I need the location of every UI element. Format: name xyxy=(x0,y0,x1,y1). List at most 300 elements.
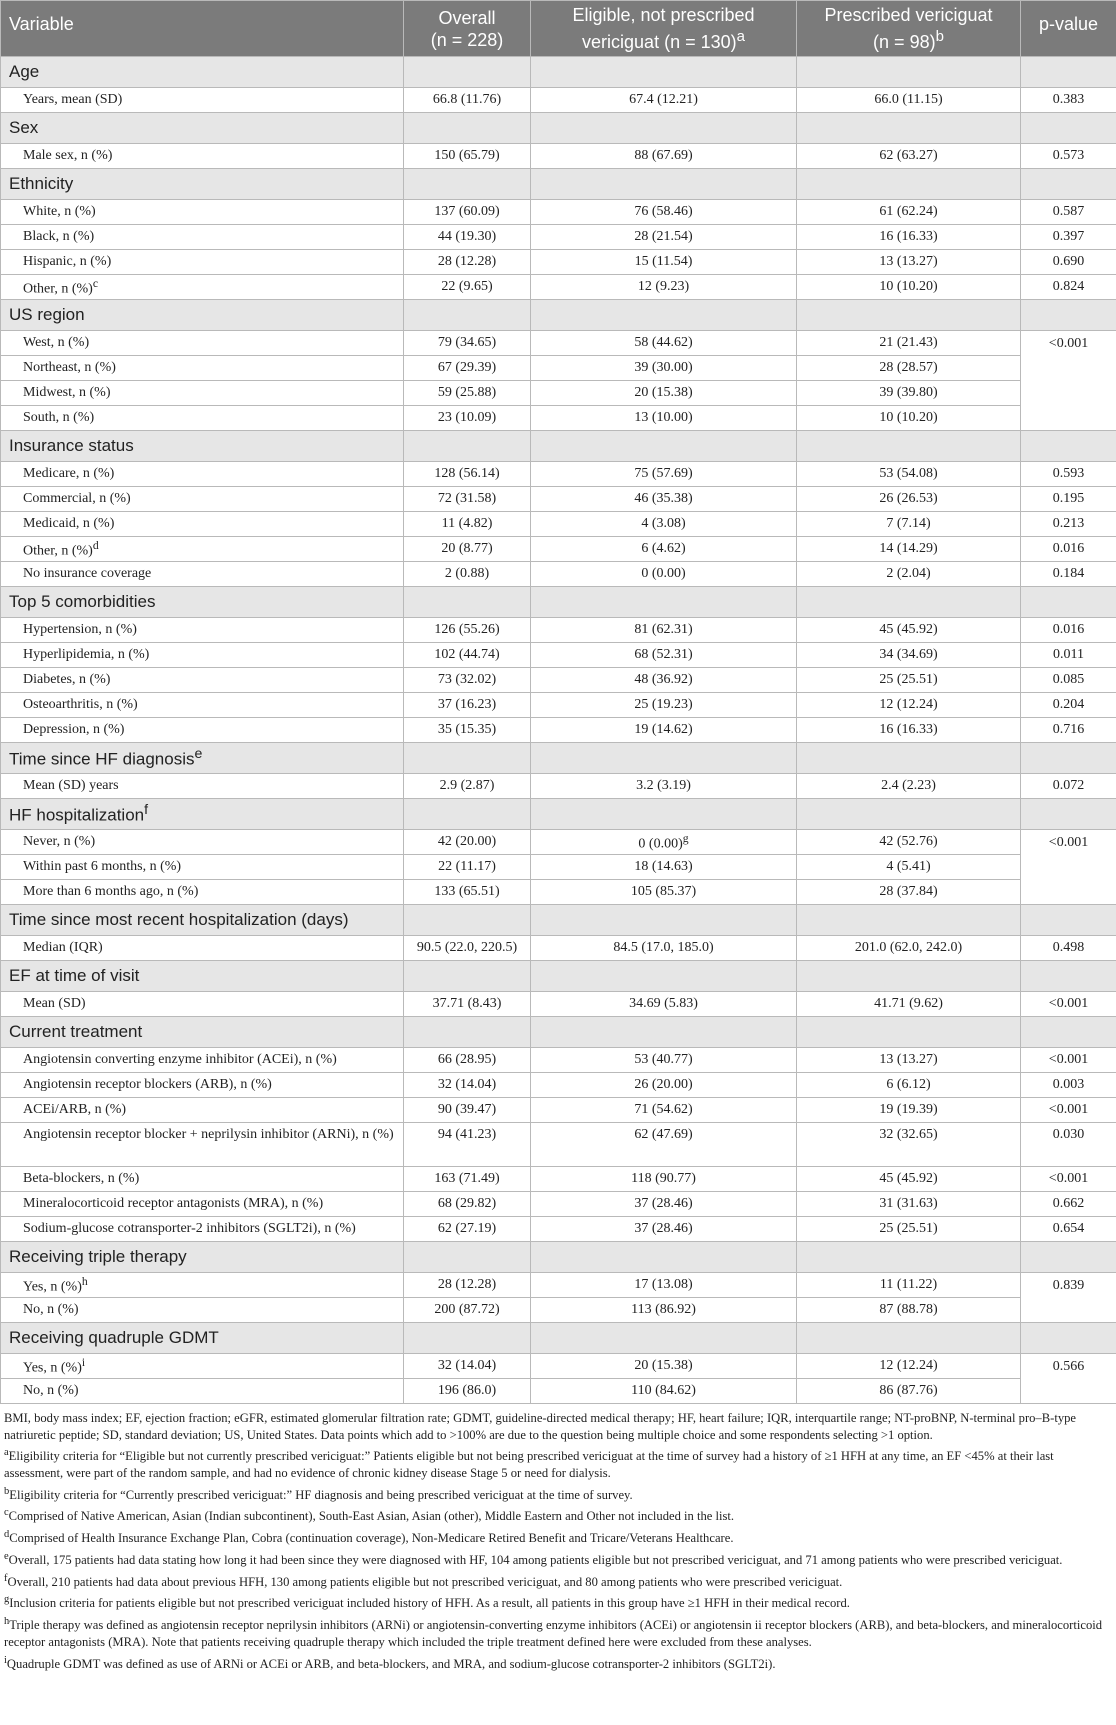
section-empty-cell xyxy=(531,905,797,936)
row-label xyxy=(1,512,404,537)
table-row xyxy=(1,1298,1116,1323)
cell-overall-value: 35 (15.35) xyxy=(437,722,497,737)
section-empty-cell xyxy=(797,1017,1021,1048)
row-label-text: Midwest, n (%) xyxy=(23,385,111,400)
header-pvalue: p-value xyxy=(1021,1,1116,57)
cell-overall-value: 66 (28.95) xyxy=(437,1052,497,1067)
cell-pvalue: <0.001 xyxy=(1021,1048,1116,1073)
row-label-text: No, n (%) xyxy=(23,1302,79,1317)
cell-eligible xyxy=(531,1298,797,1323)
cell-overall xyxy=(404,1167,531,1192)
header-eligible xyxy=(531,1,797,57)
cell-pvalue: 0.016 xyxy=(1021,618,1116,643)
row-label xyxy=(1,144,404,169)
header-eligible-line1: Eligible, not prescribed xyxy=(572,5,755,25)
cell-overall-value: 42 (20.00) xyxy=(437,834,497,849)
cell-overall xyxy=(404,718,531,743)
table-footnotes xyxy=(0,1404,1116,1672)
section-empty-cell xyxy=(531,961,797,992)
row-label-text: Yes, n (%) xyxy=(23,1279,82,1295)
cell-prescribed xyxy=(797,1048,1021,1073)
cell-prescribed xyxy=(797,225,1021,250)
cell-overall xyxy=(404,1217,531,1242)
row-label-text: Mean (SD) xyxy=(23,996,86,1011)
cell-overall-value: 23 (10.09) xyxy=(437,410,497,425)
section-title-text: Top 5 comorbidities xyxy=(9,592,156,611)
cell-prescribed xyxy=(797,200,1021,225)
row-label-footnote: d xyxy=(92,539,99,553)
cell-prescribed-value: 14 (14.29) xyxy=(879,541,938,556)
cell-eligible-value: 46 (35.38) xyxy=(634,491,693,506)
header-row xyxy=(1,1,1116,57)
section-header-row xyxy=(1,1242,1116,1273)
footnote-marker: b xyxy=(4,1485,10,1497)
cell-pvalue: 0.716 xyxy=(1021,718,1116,743)
cell-eligible xyxy=(531,693,797,718)
table-row xyxy=(1,356,1116,381)
header-prescribed-sup: b xyxy=(935,28,944,45)
section-empty-cell xyxy=(531,799,797,830)
table-row xyxy=(1,668,1116,693)
section-title-text: Time since HF diagnosis xyxy=(9,749,195,769)
cell-eligible xyxy=(531,1123,797,1167)
row-label xyxy=(1,1073,404,1098)
cell-overall-value: 163 (71.49) xyxy=(434,1171,500,1186)
section-title xyxy=(1,1242,404,1273)
cell-prescribed xyxy=(797,1298,1021,1323)
cell-eligible xyxy=(531,668,797,693)
cell-eligible-value: 3.2 (3.19) xyxy=(636,778,691,793)
table-row xyxy=(1,200,1116,225)
cell-eligible xyxy=(531,250,797,275)
section-title-text: EF at time of visit xyxy=(9,966,140,985)
section-empty-cell xyxy=(404,743,531,774)
cell-overall xyxy=(404,668,531,693)
cell-overall-value: 94 (41.23) xyxy=(437,1127,497,1142)
row-label-text: No insurance coverage xyxy=(23,566,152,581)
cell-eligible xyxy=(531,331,797,356)
table-row xyxy=(1,1167,1116,1192)
footnote-text: BMI, body mass index; EF, ejection fraction; eGFR, estimated glomerular filtration rate; GDMT, guideline-directed medical therapy; HF, heart failure; IQR, interquartile range; NT-proBNP, N-terminal pro–B-type natriuretic peptide; SD, standard deviation; US, United States. Data points which add to >100% are due to the question being multiple choice and some respondents selecting >1 option. xyxy=(4,1411,1077,1442)
cell-prescribed-value: 45 (45.92) xyxy=(879,1171,938,1186)
cell-prescribed-value: 21 (21.43) xyxy=(879,335,938,350)
row-label-text: Angiotensin receptor blockers (ARB), n (%) xyxy=(23,1077,272,1092)
section-empty-cell xyxy=(797,961,1021,992)
row-label xyxy=(1,1354,404,1379)
cell-eligible-value: 12 (9.23) xyxy=(637,279,690,294)
cell-prescribed xyxy=(797,88,1021,113)
section-title-text: Insurance status xyxy=(9,436,134,455)
cell-prescribed-value: 53 (54.08) xyxy=(879,466,938,481)
section-title xyxy=(1,57,404,88)
table-row xyxy=(1,225,1116,250)
cell-overall-value: 90.5 (22.0, 220.5) xyxy=(416,940,518,955)
cell-eligible-value: 68 (52.31) xyxy=(634,647,693,662)
row-label-text: Sodium-glucose cotransporter-2 inhibitors (SGLT2i), n (%) xyxy=(23,1221,356,1236)
cell-prescribed-value: 4 (5.41) xyxy=(886,859,931,874)
cell-overall-value: 28 (12.28) xyxy=(437,1277,497,1292)
section-title-text: Sex xyxy=(9,118,39,137)
section-title xyxy=(1,431,404,462)
cell-prescribed xyxy=(797,275,1021,300)
section-empty-cell xyxy=(1021,905,1116,936)
table-row xyxy=(1,1379,1116,1404)
section-title xyxy=(1,961,404,992)
cell-pvalue: 0.566 xyxy=(1021,1354,1116,1404)
row-label xyxy=(1,406,404,431)
table-row xyxy=(1,331,1116,356)
table-row xyxy=(1,381,1116,406)
cell-overall xyxy=(404,992,531,1017)
cell-eligible xyxy=(531,1098,797,1123)
header-variable: Variable xyxy=(1,1,404,57)
section-empty-cell xyxy=(404,113,531,144)
section-empty-cell xyxy=(797,1323,1021,1354)
cell-overall-value: 2 (0.88) xyxy=(444,566,490,581)
section-empty-cell xyxy=(1021,743,1116,774)
section-title-text: Current treatment xyxy=(9,1022,143,1041)
row-label xyxy=(1,462,404,487)
section-title-footnote: e xyxy=(194,746,203,763)
section-header-row xyxy=(1,799,1116,830)
cell-prescribed-value: 7 (7.14) xyxy=(886,516,931,531)
header-overall xyxy=(404,1,531,57)
cell-pvalue: 0.030 xyxy=(1021,1123,1116,1167)
cell-eligible xyxy=(531,200,797,225)
header-overall-line1: Overall xyxy=(438,7,496,28)
cell-overall xyxy=(404,1192,531,1217)
section-header-row xyxy=(1,113,1116,144)
cell-eligible-value: 53 (40.77) xyxy=(634,1052,693,1067)
cell-eligible xyxy=(531,1192,797,1217)
section-empty-cell xyxy=(404,587,531,618)
footnote-marker: f xyxy=(4,1572,8,1584)
cell-prescribed-value: 2 (2.04) xyxy=(886,566,931,581)
section-title-text: Time since most recent hospitalization (days) xyxy=(9,910,349,929)
cell-prescribed-value: 86 (87.76) xyxy=(879,1383,938,1398)
cell-prescribed-value: 62 (63.27) xyxy=(879,148,938,163)
cell-pvalue: 0.662 xyxy=(1021,1192,1116,1217)
section-empty-cell xyxy=(1021,169,1116,200)
section-header-row xyxy=(1,961,1116,992)
cell-overall xyxy=(404,880,531,905)
row-label xyxy=(1,381,404,406)
footnote xyxy=(4,1653,1112,1673)
footnote-marker: i xyxy=(4,1654,7,1666)
cell-overall-value: 37 (16.23) xyxy=(437,697,497,712)
cell-eligible-value: 18 (14.63) xyxy=(634,859,693,874)
section-empty-cell xyxy=(531,1017,797,1048)
cell-eligible-value: 118 (90.77) xyxy=(631,1171,696,1186)
cell-overall-value: 66.8 (11.76) xyxy=(432,92,502,107)
cell-overall-value: 90 (39.47) xyxy=(437,1102,497,1117)
cell-eligible xyxy=(531,356,797,381)
cell-prescribed-value: 10 (10.20) xyxy=(879,279,938,294)
row-label xyxy=(1,88,404,113)
row-label xyxy=(1,830,404,855)
row-label xyxy=(1,1048,404,1073)
cell-prescribed xyxy=(797,668,1021,693)
cell-prescribed xyxy=(797,1098,1021,1123)
section-title xyxy=(1,113,404,144)
row-label xyxy=(1,537,404,562)
header-overall-line2: (n = 228) xyxy=(430,29,504,50)
section-empty-cell xyxy=(531,587,797,618)
section-header-row xyxy=(1,743,1116,774)
section-empty-cell xyxy=(797,587,1021,618)
cell-prescribed-value: 16 (16.33) xyxy=(879,722,938,737)
row-label xyxy=(1,200,404,225)
section-title xyxy=(1,743,404,774)
cell-pvalue: 0.690 xyxy=(1021,250,1116,275)
section-empty-cell xyxy=(797,300,1021,331)
cell-overall-value: 128 (56.14) xyxy=(434,466,500,481)
cell-prescribed xyxy=(797,855,1021,880)
cell-overall-value: 137 (60.09) xyxy=(434,204,500,219)
row-label-text: Medicare, n (%) xyxy=(23,466,115,481)
row-label xyxy=(1,936,404,961)
footnote-text: Comprised of Native American, Asian (Indian subcontinent), South-East Asian, Asian (other), Middle Eastern and Other not included in the list. xyxy=(8,1509,735,1524)
cell-eligible-value: 15 (11.54) xyxy=(634,254,693,269)
row-label xyxy=(1,562,404,587)
header-prescribed xyxy=(797,1,1021,57)
cell-prescribed-value: 201.0 (62.0, 242.0) xyxy=(854,940,963,955)
cell-overall xyxy=(404,562,531,587)
section-title-text: Age xyxy=(9,62,40,81)
cell-eligible xyxy=(531,275,797,300)
table-row xyxy=(1,618,1116,643)
row-label xyxy=(1,1379,404,1404)
row-label xyxy=(1,356,404,381)
cell-eligible xyxy=(531,144,797,169)
table-row xyxy=(1,1123,1116,1167)
cell-eligible xyxy=(531,618,797,643)
row-label xyxy=(1,1123,404,1167)
cell-eligible-value: 81 (62.31) xyxy=(634,622,693,637)
table-row xyxy=(1,1098,1116,1123)
section-empty-cell xyxy=(404,799,531,830)
cell-prescribed xyxy=(797,718,1021,743)
cell-eligible-value: 37 (28.46) xyxy=(634,1196,693,1211)
footnote-text: Overall, 210 patients had data about previous HFH, 130 among patients eligible but not prescribed vericiguat, and 80 among patients who were prescribed vericiguat. xyxy=(7,1574,843,1589)
table-row xyxy=(1,936,1116,961)
row-label-text: Never, n (%) xyxy=(23,834,96,849)
footnote xyxy=(4,1527,1112,1547)
cell-prescribed xyxy=(797,462,1021,487)
section-title-text: Receiving quadruple GDMT xyxy=(9,1328,219,1347)
cell-overall-value: 11 (4.82) xyxy=(441,516,493,531)
section-header-row xyxy=(1,905,1116,936)
section-empty-cell xyxy=(531,300,797,331)
row-label xyxy=(1,331,404,356)
row-label xyxy=(1,774,404,799)
cell-overall xyxy=(404,830,531,855)
cell-overall xyxy=(404,1354,531,1379)
cell-prescribed-value: 26 (26.53) xyxy=(879,491,938,506)
cell-pvalue: <0.001 xyxy=(1021,830,1116,905)
cell-eligible xyxy=(531,643,797,668)
section-empty-cell xyxy=(1021,961,1116,992)
cell-eligible xyxy=(531,936,797,961)
cell-overall xyxy=(404,250,531,275)
cell-eligible xyxy=(531,1217,797,1242)
cell-eligible-value: 75 (57.69) xyxy=(634,466,693,481)
cell-prescribed-value: 66.0 (11.15) xyxy=(874,92,943,107)
cell-prescribed-value: 2.4 (2.23) xyxy=(881,778,936,793)
footnote-text: Eligibility criteria for “Eligible but not currently prescribed vericiguat:” Patients eligible but not being prescribed vericiguat at the time of survey had a history of ≥1 HFH at any time, an EF <45% at their last assessment, were part of the random sample, and had no evidence of chronic kidney disease Stage 5 or need for dialysis. xyxy=(4,1449,1054,1480)
section-empty-cell xyxy=(531,743,797,774)
cell-pvalue: 0.593 xyxy=(1021,462,1116,487)
cell-eligible-value: 67.4 (12.21) xyxy=(629,92,698,107)
cell-pvalue: 0.003 xyxy=(1021,1073,1116,1098)
cell-overall xyxy=(404,200,531,225)
cell-overall-value: 22 (11.17) xyxy=(438,859,496,874)
footnote-marker: a xyxy=(4,1447,9,1459)
cell-eligible xyxy=(531,562,797,587)
cell-eligible xyxy=(531,88,797,113)
table-row xyxy=(1,462,1116,487)
section-empty-cell xyxy=(1021,113,1116,144)
cell-prescribed-value: 12 (12.24) xyxy=(879,697,938,712)
cell-overall-value: 126 (55.26) xyxy=(434,622,500,637)
row-label xyxy=(1,1217,404,1242)
row-label-footnote: c xyxy=(92,277,98,291)
row-label-text: No, n (%) xyxy=(23,1383,79,1398)
cell-pvalue: 0.184 xyxy=(1021,562,1116,587)
section-empty-cell xyxy=(531,169,797,200)
cell-overall xyxy=(404,144,531,169)
cell-overall xyxy=(404,356,531,381)
cell-eligible xyxy=(531,774,797,799)
cell-overall-value: 32 (14.04) xyxy=(437,1077,497,1092)
footnote-text: Quadruple GDMT was defined as use of ARNi or ACEi or ARB, and beta-blockers, and MRA, and sodium-glucose cotransporter-2 inhibitors (SGLT2i). xyxy=(6,1656,776,1671)
cell-pvalue: <0.001 xyxy=(1021,992,1116,1017)
cell-overall-value: 44 (19.30) xyxy=(437,229,497,244)
row-label xyxy=(1,880,404,905)
cell-eligible xyxy=(531,381,797,406)
cell-prescribed-value: 16 (16.33) xyxy=(879,229,938,244)
table-row xyxy=(1,1073,1116,1098)
cell-eligible-value: 48 (36.92) xyxy=(634,672,693,687)
cell-overall-value: 22 (9.65) xyxy=(441,279,493,294)
table-row xyxy=(1,88,1116,113)
cell-pvalue: <0.001 xyxy=(1021,1098,1116,1123)
cell-eligible-value: 105 (85.37) xyxy=(630,884,697,899)
cell-prescribed-value: 11 (11.22) xyxy=(879,1277,938,1292)
row-label xyxy=(1,250,404,275)
section-empty-cell xyxy=(797,57,1021,88)
footnote xyxy=(4,1484,1112,1504)
cell-prescribed xyxy=(797,406,1021,431)
cell-prescribed-value: 42 (52.76) xyxy=(879,834,938,849)
header-prescribed-line1: Prescribed vericiguat xyxy=(824,5,993,25)
section-title xyxy=(1,799,404,830)
table-body xyxy=(1,57,1116,1404)
cell-eligible-value: 84.5 (17.0, 185.0) xyxy=(613,940,714,955)
table-row xyxy=(1,1048,1116,1073)
row-label-text: Beta-blockers, n (%) xyxy=(23,1171,140,1186)
row-label xyxy=(1,275,404,300)
row-label-text: Hyperlipidemia, n (%) xyxy=(23,647,150,662)
cell-prescribed xyxy=(797,250,1021,275)
cell-pvalue: 0.498 xyxy=(1021,936,1116,961)
cell-eligible xyxy=(531,1048,797,1073)
section-empty-cell xyxy=(797,169,1021,200)
cell-pvalue: 0.213 xyxy=(1021,512,1116,537)
section-empty-cell xyxy=(1021,431,1116,462)
row-label xyxy=(1,225,404,250)
cell-pvalue: 0.011 xyxy=(1021,643,1116,668)
row-label xyxy=(1,1273,404,1298)
cell-eligible-value: 26 (20.00) xyxy=(634,1077,693,1092)
cell-prescribed-value: 61 (62.24) xyxy=(879,204,938,219)
row-label-text: Within past 6 months, n (%) xyxy=(23,859,182,874)
cell-eligible xyxy=(531,1379,797,1404)
section-header-row xyxy=(1,431,1116,462)
table-row xyxy=(1,144,1116,169)
cell-eligible xyxy=(531,537,797,562)
section-empty-cell xyxy=(1021,587,1116,618)
cell-overall-value: 102 (44.74) xyxy=(434,647,500,662)
cell-eligible xyxy=(531,830,797,855)
cell-prescribed-value: 13 (13.27) xyxy=(879,1052,938,1067)
cell-prescribed xyxy=(797,880,1021,905)
cell-eligible xyxy=(531,1167,797,1192)
table-row xyxy=(1,250,1116,275)
cell-overall-value: 32 (14.04) xyxy=(437,1358,497,1373)
cell-overall-value: 72 (31.58) xyxy=(437,491,497,506)
row-label-text: Hispanic, n (%) xyxy=(23,254,112,269)
table-row xyxy=(1,992,1116,1017)
cell-overall xyxy=(404,512,531,537)
section-empty-cell xyxy=(531,1323,797,1354)
cell-overall xyxy=(404,225,531,250)
cell-pvalue: 0.839 xyxy=(1021,1273,1116,1323)
table-row xyxy=(1,1192,1116,1217)
cell-prescribed-value: 10 (10.20) xyxy=(879,410,938,425)
table-row xyxy=(1,537,1116,562)
cell-eligible-value: 88 (67.69) xyxy=(634,148,693,163)
cell-prescribed-value: 34 (34.69) xyxy=(879,647,938,662)
cell-prescribed xyxy=(797,618,1021,643)
cell-overall xyxy=(404,1123,531,1167)
section-empty-cell xyxy=(1021,300,1116,331)
section-title xyxy=(1,169,404,200)
footnote-marker: g xyxy=(4,1594,10,1606)
footnote xyxy=(4,1410,1112,1443)
section-empty-cell xyxy=(1021,57,1116,88)
row-label xyxy=(1,643,404,668)
table-row xyxy=(1,512,1116,537)
section-empty-cell xyxy=(404,1242,531,1273)
row-label-text: Northeast, n (%) xyxy=(23,360,116,375)
cell-pvalue: 0.195 xyxy=(1021,487,1116,512)
cell-overall-value: 150 (65.79) xyxy=(434,148,500,163)
cell-eligible xyxy=(531,855,797,880)
row-label-text: Other, n (%) xyxy=(23,281,93,297)
cell-overall-value: 37.71 (8.43) xyxy=(432,996,502,1011)
cell-prescribed xyxy=(797,992,1021,1017)
cell-pvalue: 0.204 xyxy=(1021,693,1116,718)
section-header-row xyxy=(1,1323,1116,1354)
cell-overall xyxy=(404,1273,531,1298)
cell-overall xyxy=(404,1298,531,1323)
cell-prescribed xyxy=(797,1273,1021,1298)
cell-prescribed-value: 28 (37.84) xyxy=(879,884,938,899)
cell-prescribed xyxy=(797,331,1021,356)
section-empty-cell xyxy=(1021,799,1116,830)
row-label-text: Black, n (%) xyxy=(23,229,95,244)
